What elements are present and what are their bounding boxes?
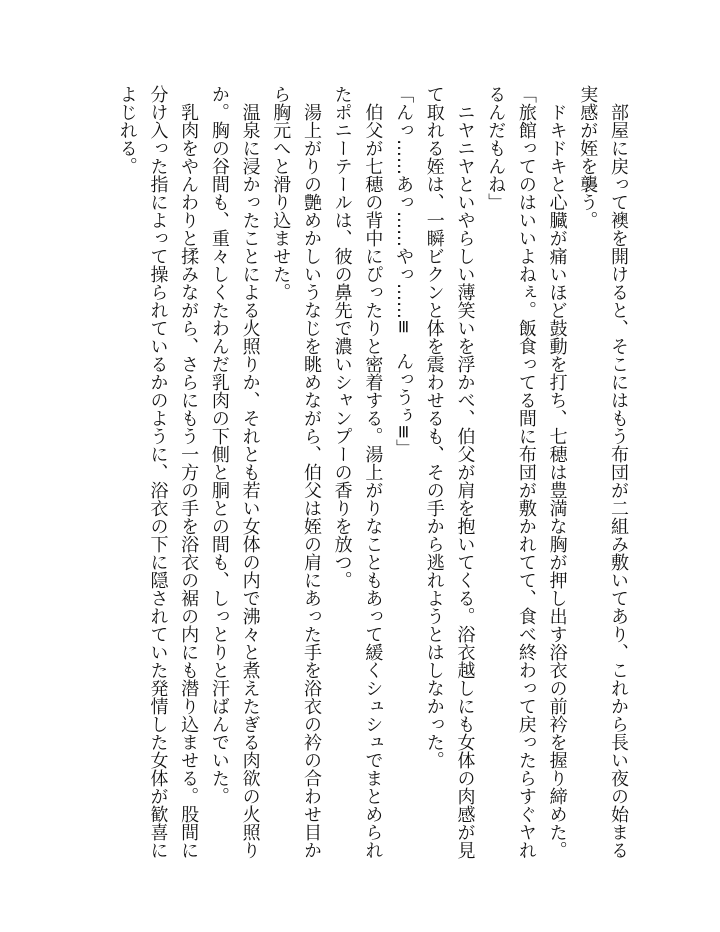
text-line: よじれる。 bbox=[116, 85, 138, 175]
text-line: ら胸元へと滑り込ませた。 bbox=[270, 85, 292, 301]
text-line: 「んっ……あっ……やっ……≡ んっうぅ≡」 bbox=[393, 85, 415, 458]
text-line: 分け入った指によって操られているかのように、浴衣の下に隠されていた発情した女体が歓喜に bbox=[147, 85, 169, 859]
text-line: て取れる姪は、一瞬ビクンと体を震わせるも、その手から逃れようとはしなかった。 bbox=[423, 85, 445, 769]
text-line: 乳肉をやんわりと揉みながら、さらにもう一方の手を浴衣の裾の内にも潜り込ませる。股間に bbox=[178, 85, 200, 859]
text-line: か。胸の谷間も、重々しくたわんだ乳肉の下側と胴との間も、しっとりと汗ばんでいた。 bbox=[208, 85, 230, 805]
text-line: るんだもんね」 bbox=[485, 85, 507, 211]
text-line: 伯父が七穂の背中にぴったりと密着する。湯上がりなこともあって緩くシュシュでまとめられ bbox=[362, 85, 384, 859]
text-line: 「旅館ってのはいいよねぇ。飯食ってる間に布団が敷かれてて、食べ終わって戻ったらすぐヤれ bbox=[515, 85, 537, 859]
text-line: たポニーテールは、彼の鼻先で濃いシャンプーの香りを放つ。 bbox=[331, 85, 353, 589]
text-line: 部屋に戻って襖を開けると、そこにはもう布団が二組み敷いてあり、これから長い夜の始まる bbox=[608, 85, 629, 859]
text-line: 温泉に浸かったことによる火照りか、それとも若い女体の内で沸々と煮えたぎる肉欲の火照り bbox=[239, 85, 261, 859]
text-line: ドキドキと心臓が痛いほど鼓動を打ち、七穂は豊満な胸が押し出す浴衣の前衿を握り締めた。 bbox=[546, 85, 568, 859]
text-line: 実感が姪を襲う。 bbox=[577, 85, 599, 229]
text-line: 湯上がりの艶めかしいうなじを眺めながら、伯父は姪の肩にあった手を浴衣の衿の合わせ目か bbox=[300, 85, 322, 859]
text-line: ニヤニヤといやらしい薄笑いを浮かべ、伯父が肩を抱いてくる。浴衣越しにも女体の肉感が見 bbox=[454, 85, 476, 859]
vertical-text-page bbox=[111, 85, 633, 859]
